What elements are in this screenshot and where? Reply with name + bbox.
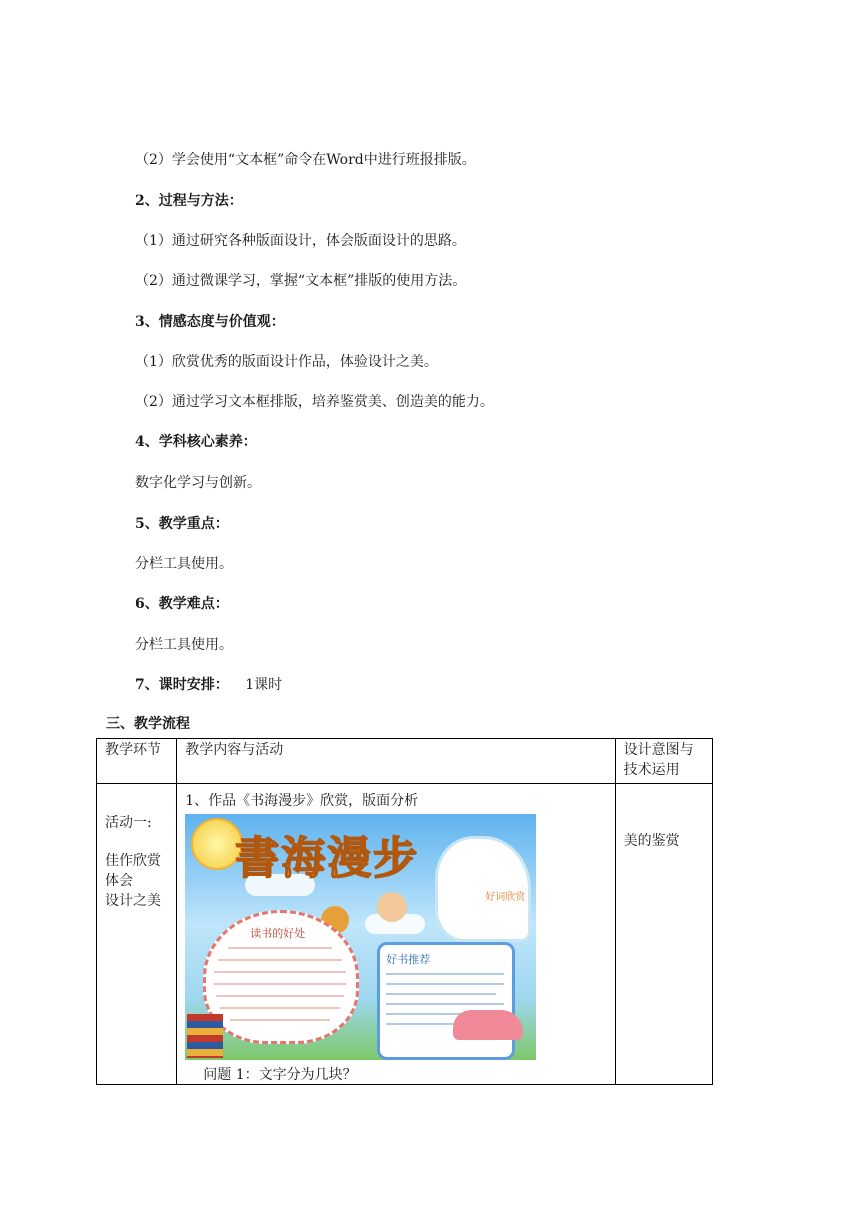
hours-value: 1课时 [245,677,283,693]
process-item-2: （2）通过微课学习，掌握“文本框”排版的使用方法。 [135,273,467,289]
process-item-1: （1）通过研究各种版面设计，体会版面设计的思路。 [135,233,466,249]
left-text-panel [203,910,359,1044]
header-stage: 教学环节 [97,739,177,784]
stage-name-2: 体会 [105,873,133,889]
text-line [218,959,342,961]
key-text: 分栏工具使用。 [135,556,233,572]
table-row [97,784,713,1085]
text-line [386,983,504,985]
content-cell [177,784,615,1085]
teaching-flow-table [96,738,713,1085]
content-title: 1、作品《书海漫步》欣赏，版面分析 [185,793,419,809]
text-line [386,1003,504,1005]
key-heading: 5、教学重点： [135,516,229,532]
table-header-row [97,739,713,784]
poster-title: 書海漫步 [235,833,420,884]
intent-text: 美的鉴赏 [623,833,680,849]
text-line [230,1019,330,1021]
difficulty-text: 分栏工具使用。 [135,637,233,653]
stage-label: 活动一: [105,815,152,831]
right-panel-title: 好书推荐 [386,953,431,966]
text-line [220,1007,340,1009]
stage-cell [97,784,177,1085]
text-line [386,993,496,995]
emotion-item-2: （2）通过学习文本框排版，培养鉴赏美、创造美的能力。 [135,394,494,410]
text-line [214,971,346,973]
question-1: 问题 1：文字分为几块？ [203,1067,357,1083]
right-text-panel [377,942,515,1060]
core-text: 数字化学习与创新。 [135,475,261,491]
right-top-title: 好词欣赏 [485,892,526,903]
text-line [214,983,346,985]
objective-k2: （2）学会使用“文本框”命令在Word中进行班报排版。 [135,152,476,168]
stage-name-3: 设计之美 [105,893,161,909]
core-heading: 4、学科核心素养： [135,434,257,450]
emotion-item-1: （1）欣赏优秀的版面设计作品，体验设计之美。 [135,354,438,370]
header-intent: 设计意图与 技术运用 [615,739,712,784]
poster-image [185,814,536,1060]
emotion-heading: 3、情感态度与价值观： [135,314,285,330]
intent-cell [615,784,712,1085]
books-icon [187,1014,223,1058]
process-heading: 2、过程与方法： [135,193,243,209]
hours-label: 7、课时安排： [135,677,229,693]
header-content: 教学内容与活动 [177,739,615,784]
hours-line [135,674,282,694]
left-panel-title: 读书的好处 [250,927,306,940]
section3-heading: 三、教学流程 [106,716,190,732]
car-icon [453,1010,523,1040]
text-line [216,995,344,997]
text-line [228,947,332,949]
difficulty-heading: 6、教学难点： [135,596,229,612]
stage-name-1: 佳作欣赏 [105,853,161,869]
text-line [386,973,504,975]
